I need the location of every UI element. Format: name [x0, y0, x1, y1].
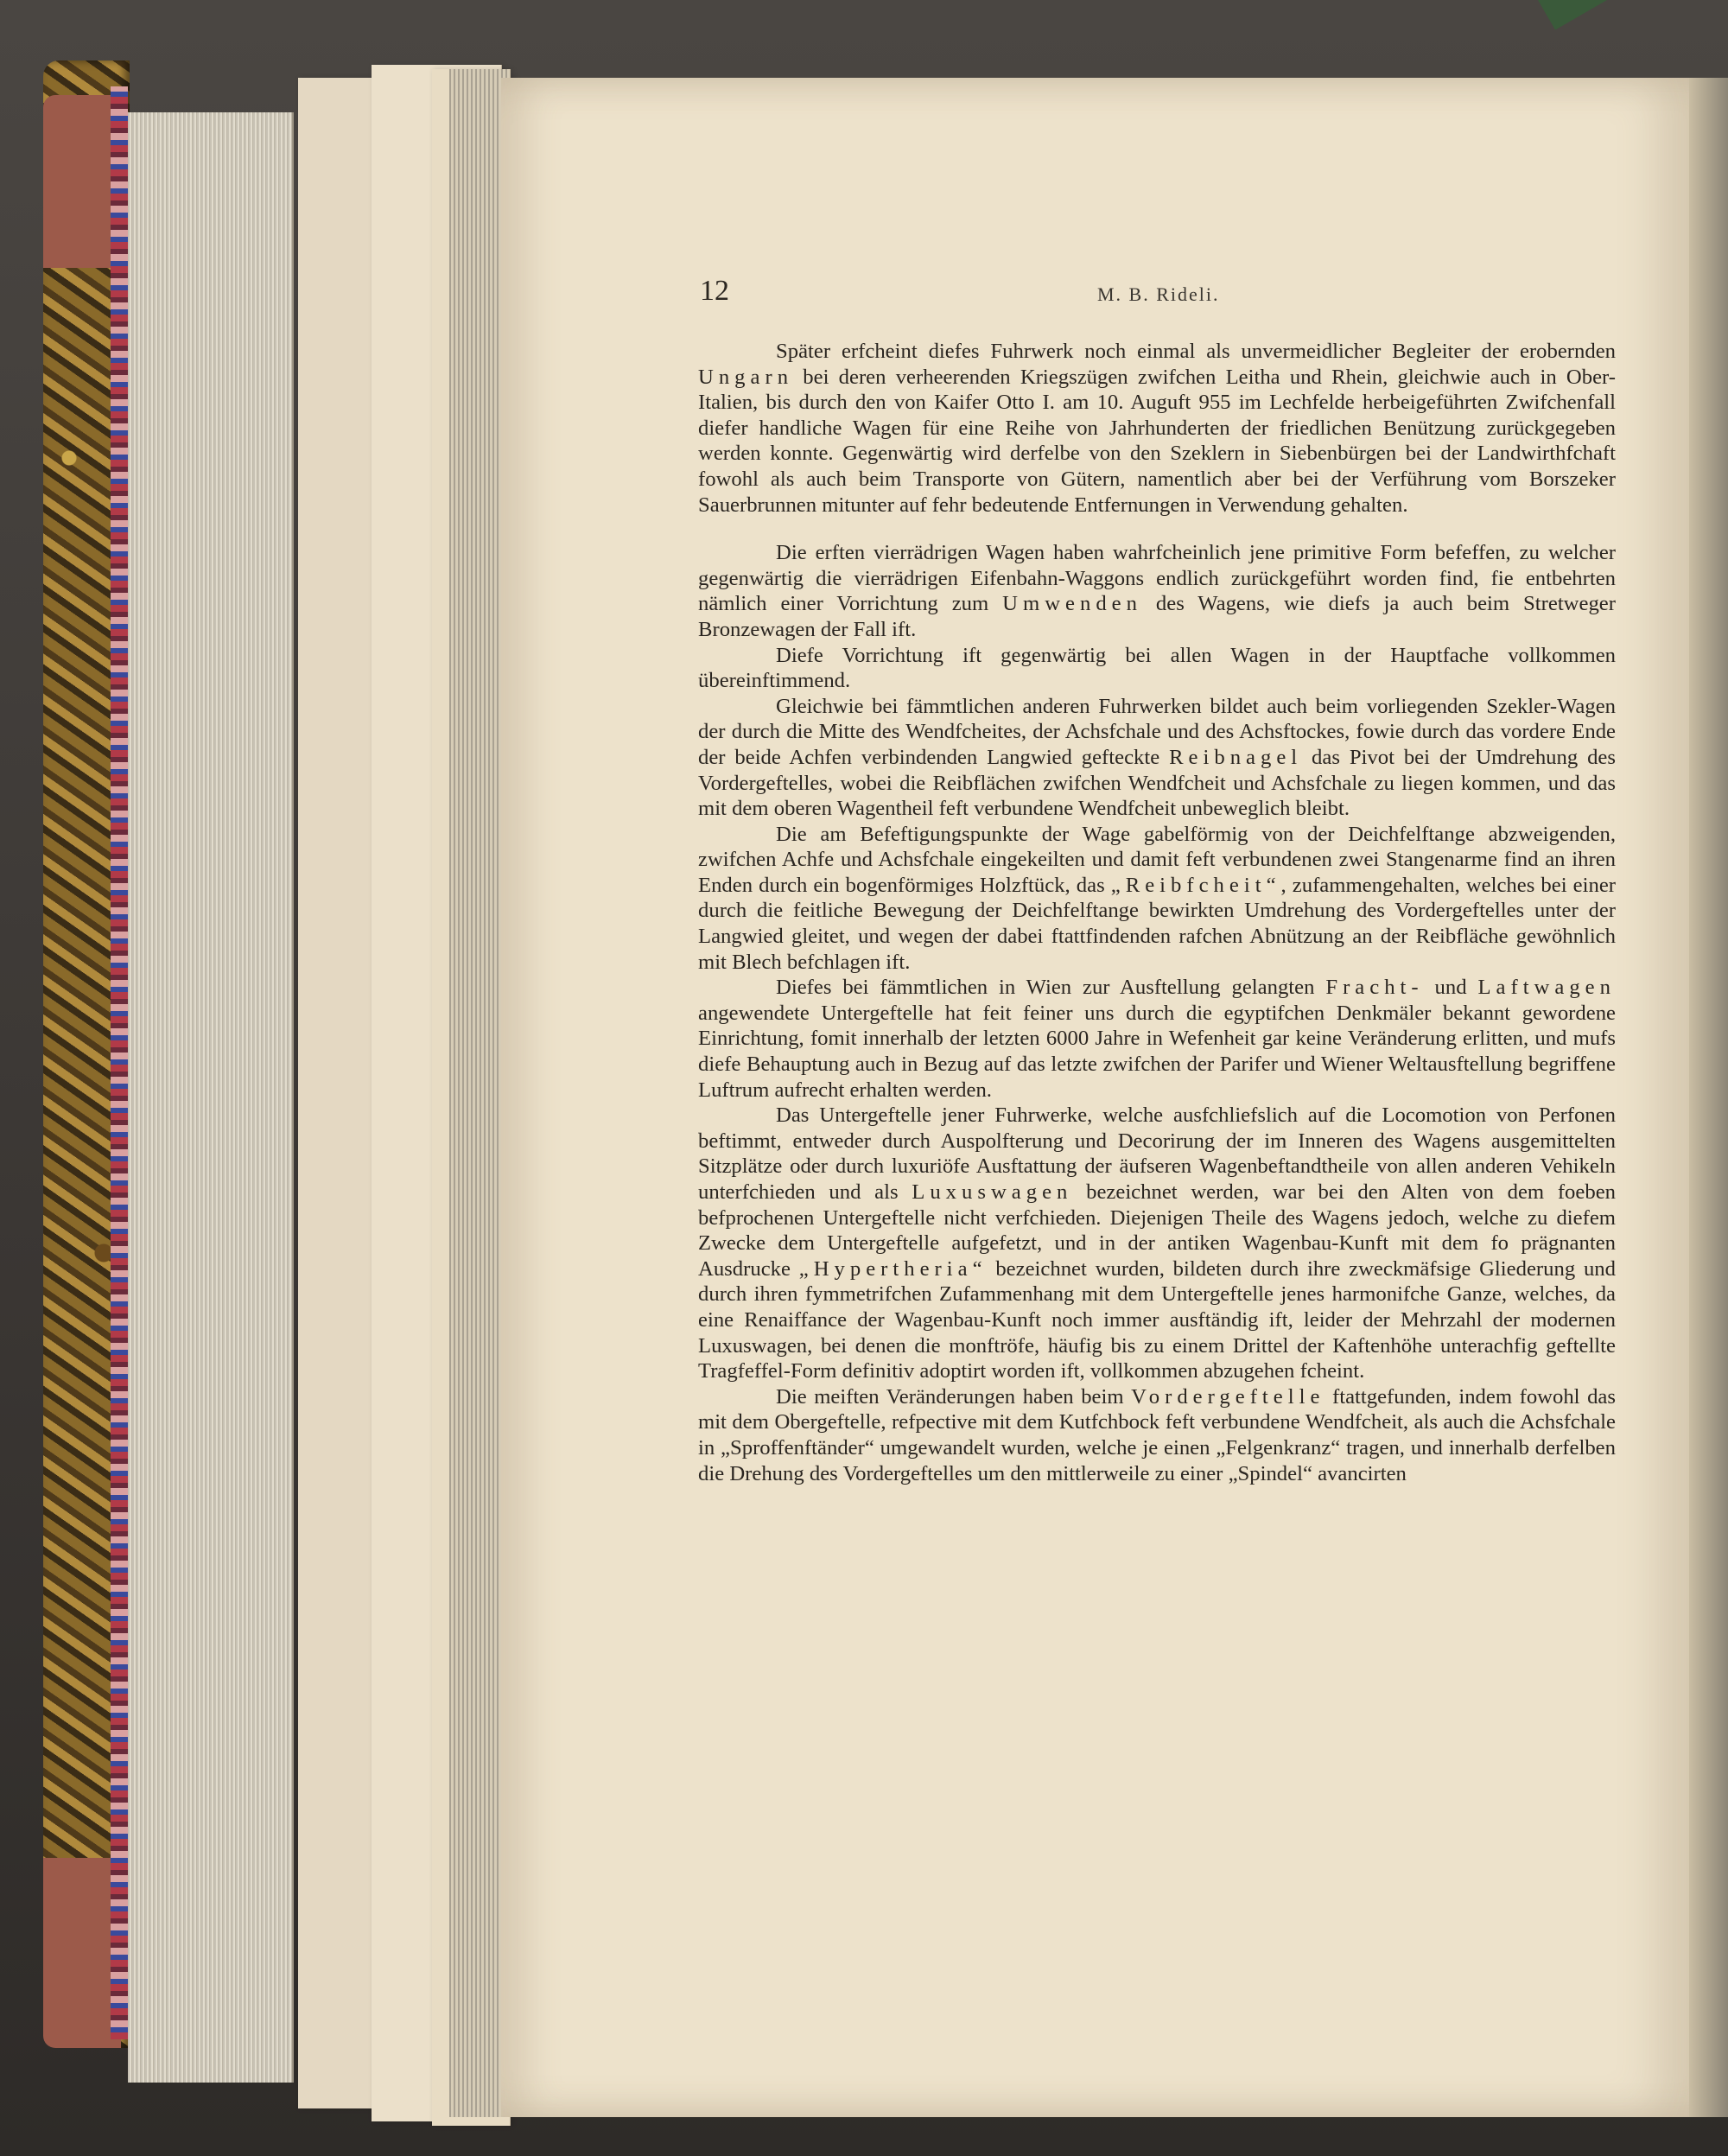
text-run: Das Untergeftelle jener Fuhrwerke, welche ausfchliefslich auf die Locomotion von Perfonen beftimmt, entweder durch Auspolfterung und Decorirung der im Inneren des Wagens ausgemittelten Sitzplätze oder durch luxuriöfe Ausftattung der äufseren Wagenbeftandtheile von allen anderen Vehikeln unterfchieden und als [698, 1103, 1616, 1204]
text-run: Diefe Vorrichtung ift gegenwärtig bei allen Wagen in der Hauptfache vollkommen übereinftimmend. [698, 643, 1616, 693]
paragraph [698, 643, 1616, 694]
text-run: Die meiften Veränderungen haben beim [776, 1384, 1132, 1409]
leather-corner-top [43, 95, 121, 268]
text-run: , zufammengehalten, welches bei einer durch die feitliche Bewegung der Deichfelftange bewirkten Umdrehung des Vordergeftelles unter der Langwied gleitet, und wegen der dabei ftattfindenden rafchen Abnützung an der Reibfläche gewöhnlich mit Blech befchlagen ift. [698, 873, 1616, 974]
spaced-emphasis: Vordergeftelle [1131, 1384, 1325, 1409]
text-run: Diefes bei fämmtlichen in Wien zur Ausftellung gelangten [776, 976, 1326, 1000]
spaced-emphasis: Umwenden [1002, 592, 1142, 616]
right-page-edge [1689, 78, 1728, 2117]
text-run: des Wagens, wie diefs ja auch beim Stretweger Bronzewagen der Fall ift. [698, 592, 1616, 641]
left-page-block [128, 112, 294, 2083]
text-run: Gleichwie bei fämmtlichen anderen Fuhrwerken bildet auch beim vorliegenden Szekler-Wagen der durch die Mitte des Wendfcheites, der Achsfchale und des Achsftockes, fowie durch das vordere Ende der beide Achfen verbindenden Langwied gefteckte [698, 694, 1616, 769]
paragraph [698, 1384, 1616, 1486]
text-run: Die erften vierrädrigen Wagen haben wahrfcheinlich jene primitive Form befeffen, zu welcher gegenwärtig die vierrädrigen Eifenbahn-Waggons endlich zurückgeführt worden find, fie entbehrten nämlich einer Vorrichtung zum [698, 541, 1616, 616]
text-run: angewendete Untergeftelle hat feit feiner uns durch die egyptifchen Denkmäler bekannt gewordene Einrichtung, fomit innerhalb der letzten 6000 Jahre in Wefenheit gar keine Veränderung erlitten, und mufs diefe Behauptung auch in Bezug auf das letzte zwifchen der Parifer und Wiener Weltausftellung begriffene Luftrum aufrecht erhalten werden. [698, 1001, 1616, 1102]
text-run: und [1423, 976, 1478, 1000]
paragraph [698, 540, 1616, 642]
running-head [700, 275, 1607, 318]
paragraph [698, 339, 1616, 518]
paragraph [698, 694, 1616, 822]
sprinkled-page-edge [111, 86, 128, 2039]
text-run: bezeichnet wurden, bildeten durch ihre zweckmäfsige Gliederung und durch ihren fymmetrifchen Zufammenhang mit dem Untergeftelle jenes harmonifche Ganze, welches, da eine Renaiffance der Wagenbau-Kunft noch immer ausftändig ift, leider der Mehrzahl der modernen Luxuswagen, bei denen die monftröfe, häufig bis zu einem Drittel der Kaftenhöhe unterachfig geftellte Tragfeffel-Form definitiv adoptirt worden ift, vollkommen abzugehen fcheint. [698, 1256, 1616, 1383]
spaced-emphasis: Ungarn [698, 365, 794, 389]
spaced-emphasis: „Hypertheria“ [798, 1256, 988, 1281]
text-run: Später erfcheint diefes Fuhrwerk noch einmal als unvermeidlicher Begleiter der erobernden [776, 340, 1616, 363]
text-run: ftattgefunden, indem fowohl das mit dem Obergeftelle, refpective mit dem Kutfchbock feft verbundene Wendfcheit, als auch die Achsfchale in „Sproffenftänder“ umgewandelt wurden, welche je einen „Felgenkranz“ tragen, und innerhalb derfelben die Drehung des Vordergeftelles um den mittlerweile zu einer „Spindel“ avancirten [698, 1384, 1616, 1485]
text-run: das Pivot bei der Umdrehung des Vordergeftelles, wobei die Reibflächen zwifchen Wendfcheit und Achsfchale zu liegen kommen, und das mit dem oberen Wagentheil feft verbundene Wendfcheit unbeweglich bleibt. [698, 745, 1616, 821]
text-run: bei deren verheerenden Kriegszügen zwifchen Leitha und Rhein, gleichwie auch in Ober-Italien, bis durch den von Kaifer Otto I. am 10. Auguft 955 im Lechfelde herbeigeführten Zwifchenfall diefer handliche Wagen für eine Reihe von Jahrhunderten der friedlichen Benützung zurückgegeben werden konnte. Gegenwärtig wird derfelbe von den Szeklern in Siebenbürgen bei der Landwirthfchaft fowohl als auch beim Transporte von Gütern, namentlich aber bei der Verführung vom Borszeker Sauerbrunnen mitunter auf fehr bedeutende Entfernungen in Verwendung gehalten. [698, 365, 1616, 517]
body-text [698, 339, 1616, 1486]
paragraph [698, 822, 1616, 976]
spaced-emphasis: Reibnagel [1169, 745, 1303, 769]
text-run: Die am Befeftigungspunkte der Wage gabelförmig von der Deichfelftange abzweigenden, zwifchen Achfe und Achsfchale eingekeilten und damit feft verbundenen zwei Stangenarme find an ihren Enden durch ein bogenförmiges Holzftück, das [698, 822, 1616, 897]
spaced-emphasis: Luxuswagen [912, 1180, 1073, 1204]
leather-corner-bottom [43, 1858, 121, 2048]
page-number: 12 [700, 275, 729, 307]
paragraph [698, 975, 1616, 1103]
spaced-emphasis: Laftwagen [1477, 976, 1616, 1000]
spaced-emphasis: „Reibfcheit“ [1110, 873, 1281, 897]
running-head-title: M. B. Rideli. [1097, 283, 1220, 305]
paragraph [698, 1103, 1616, 1384]
spaced-emphasis: Fracht- [1325, 976, 1424, 1000]
text-run: bezeichnet werden, war bei den Alten von dem foeben befprochenen Untergeftelle nicht verfchieden. Diejenigen Theile des Wagens jedoch, welche zu diefem Zwecke dem Untergeftelle aufgefetzt, und in der antiken Wagenbau-Kunft mit dem fo prägnanten Ausdrucke [698, 1180, 1616, 1281]
